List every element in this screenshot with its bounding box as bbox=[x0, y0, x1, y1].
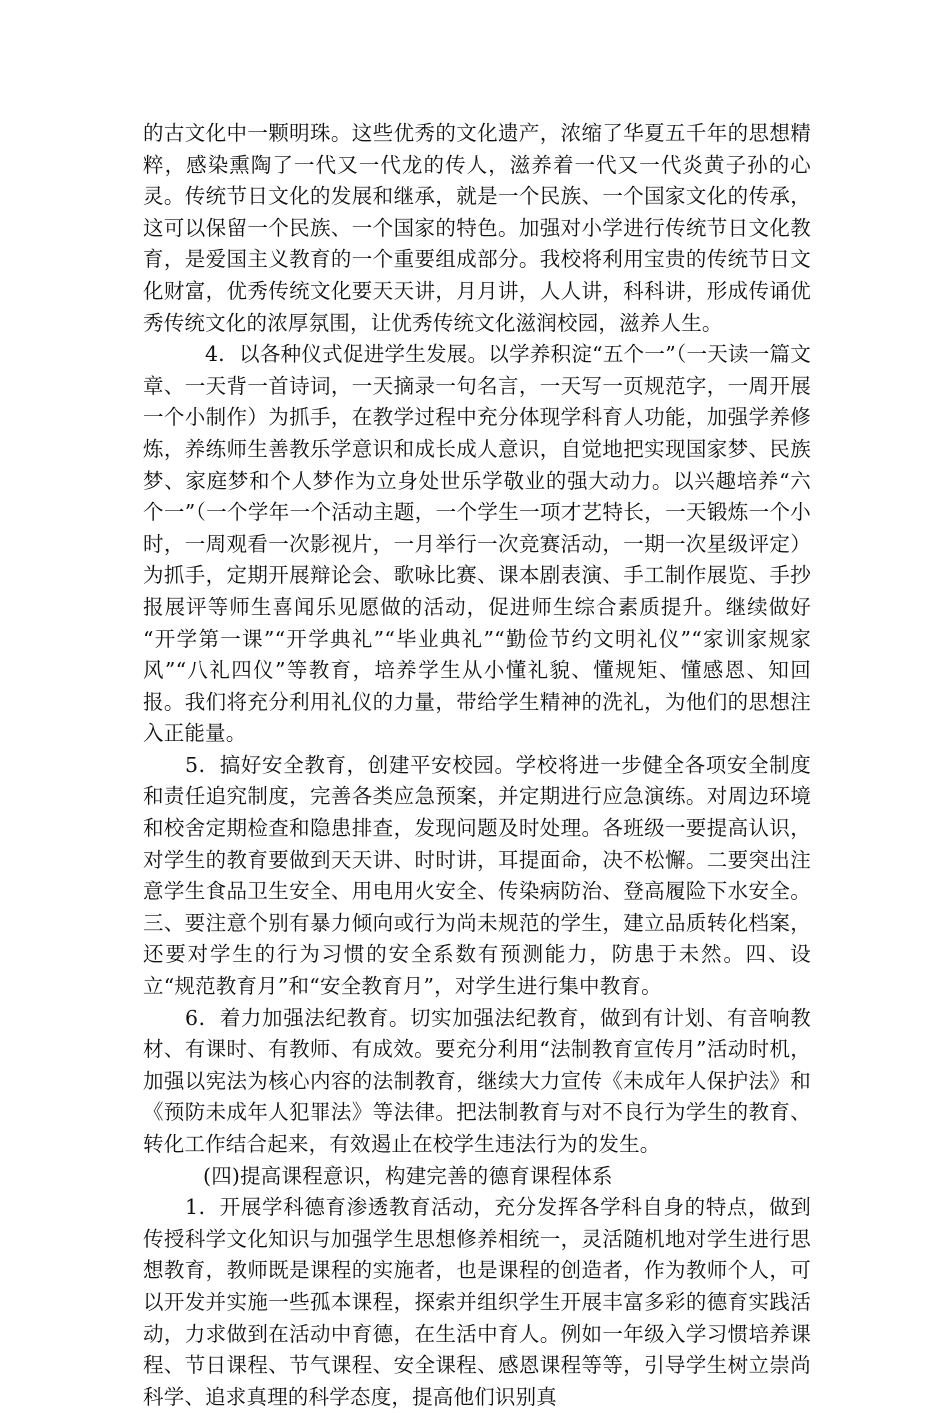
document-page bbox=[143, 118, 811, 1413]
paragraph-item-1-subject-moral: 1．开展学科德育渗透教育活动，充分发挥各学科自身的特点，做到传授科学文化知识与加强学生思想修养相统一，灵活随机地对学生进行思想教育，教师既是课程的实施者，也是课程的创造者，作为教师个人，可以开发并实施一些孤本课程，探索并组织学生开展丰富多彩的德育实践活动，力求做到在活动中育德，在生活中育人。例如一年级入学习惯培养课程、节日课程、节气课程、安全课程、感恩课程等等，引导学生树立崇尚科学、追求真理的科学态度，提高他们识别真 bbox=[143, 1195, 811, 1409]
paragraph-continuation: 的古文化中一颗明珠。这些优秀的文化遗产，浓缩了华夏五千年的思想精粹，感染熏陶了一代又一代龙的传人，滋养着一代又一代炎黄子孙的心灵。传统节日文化的发展和继承，就是一个民族、一个国家文化的传承，这可以保留一个民族、一个国家的特色。加强对小学进行传统节日文化教育，是爱国主义教育的一个重要组成部分。我校将利用宝贵的传统节日文化财富，优秀传统文化要天天讲，月月讲，人人讲，科科讲，形成传诵优秀传统文化的浓厚氛围，让优秀传统文化滋润校园，滋养人生。 bbox=[143, 121, 811, 335]
paragraph-item-4-ceremonies: 4．以各种仪式促进学生发展。以学养积淀“五个一”（一天读一篇文章、一天背一首诗词，一天摘录一句名言，一天写一页规范字，一周开展一个小制作）为抓手，在教学过程中充分体现学科育人功能，加强学养修炼，养练师生善教乐学意识和成长成人意识，自觉地把实现国家梦、民族梦、家庭梦和个人梦作为立身处世乐学敬业的强大动力。以兴趣培养“六个一”（一个学年一个活动主题，一个学生一项才艺特长，一天锻炼一个小时，一周观看一次影视片，一月举行一次竞赛活动，一期一次星级评定）为抓手，定期开展辩论会、歌咏比赛、课本剧表演、手工制作展览、手抄报展评等师生喜闻乐见愿做的活动，促进师生综合素质提升。继续做好 “开学第一课”“开学典礼”“毕业典礼”“勤俭节约文明礼仪”“家训家规家风”“八礼四仪”等教育，培养学生从小懂礼貌、懂规矩、懂感恩、知回报。我们将充分利用礼仪的力量，带给学生精神的洗礼，为他们的思想注入正能量。 bbox=[143, 342, 811, 746]
paragraph-item-6-law: 6．着力加强法纪教育。切实加强法纪教育，做到有计划、有音响教材、有课时、有教师、有成效。要充分利用“法制教育宣传月”活动时机，加强以宪法为核心内容的法制教育，继续大力宣传《未成年人保护法》和《预防未成年人犯罪法》等法律。把法制教育与对不良行为学生的教育、转化工作结合起来，有效遏止在校学生违法行为的发生。 bbox=[143, 1005, 811, 1156]
section-heading-curriculum: (四)提高课程意识，构建完善的德育课程体系 bbox=[203, 1163, 613, 1188]
paragraph-item-5-safety: 5．搞好安全教育，创建平安校园。学校将进一步健全各项安全制度和责任追究制度，完善各类应急预案，并定期进行应急演练。对周边环境和校舍定期检查和隐患排查，发现问题及时处理。各班级一要提高认识，对学生的教育要做到天天讲、时时讲，耳提面命，决不松懈。二要突出注意学生食品卫生安全、用电用火安全、传染病防治、登高履险下水安全。三、要注意个别有暴力倾向或行为尚未规范的学生，建立品质转化档案，还要对学生的行为习惯的安全系数有预测能力，防患于未然。四、设立“规范教育月”和“安全教育月”，对学生进行集中教育。 bbox=[143, 752, 811, 999]
